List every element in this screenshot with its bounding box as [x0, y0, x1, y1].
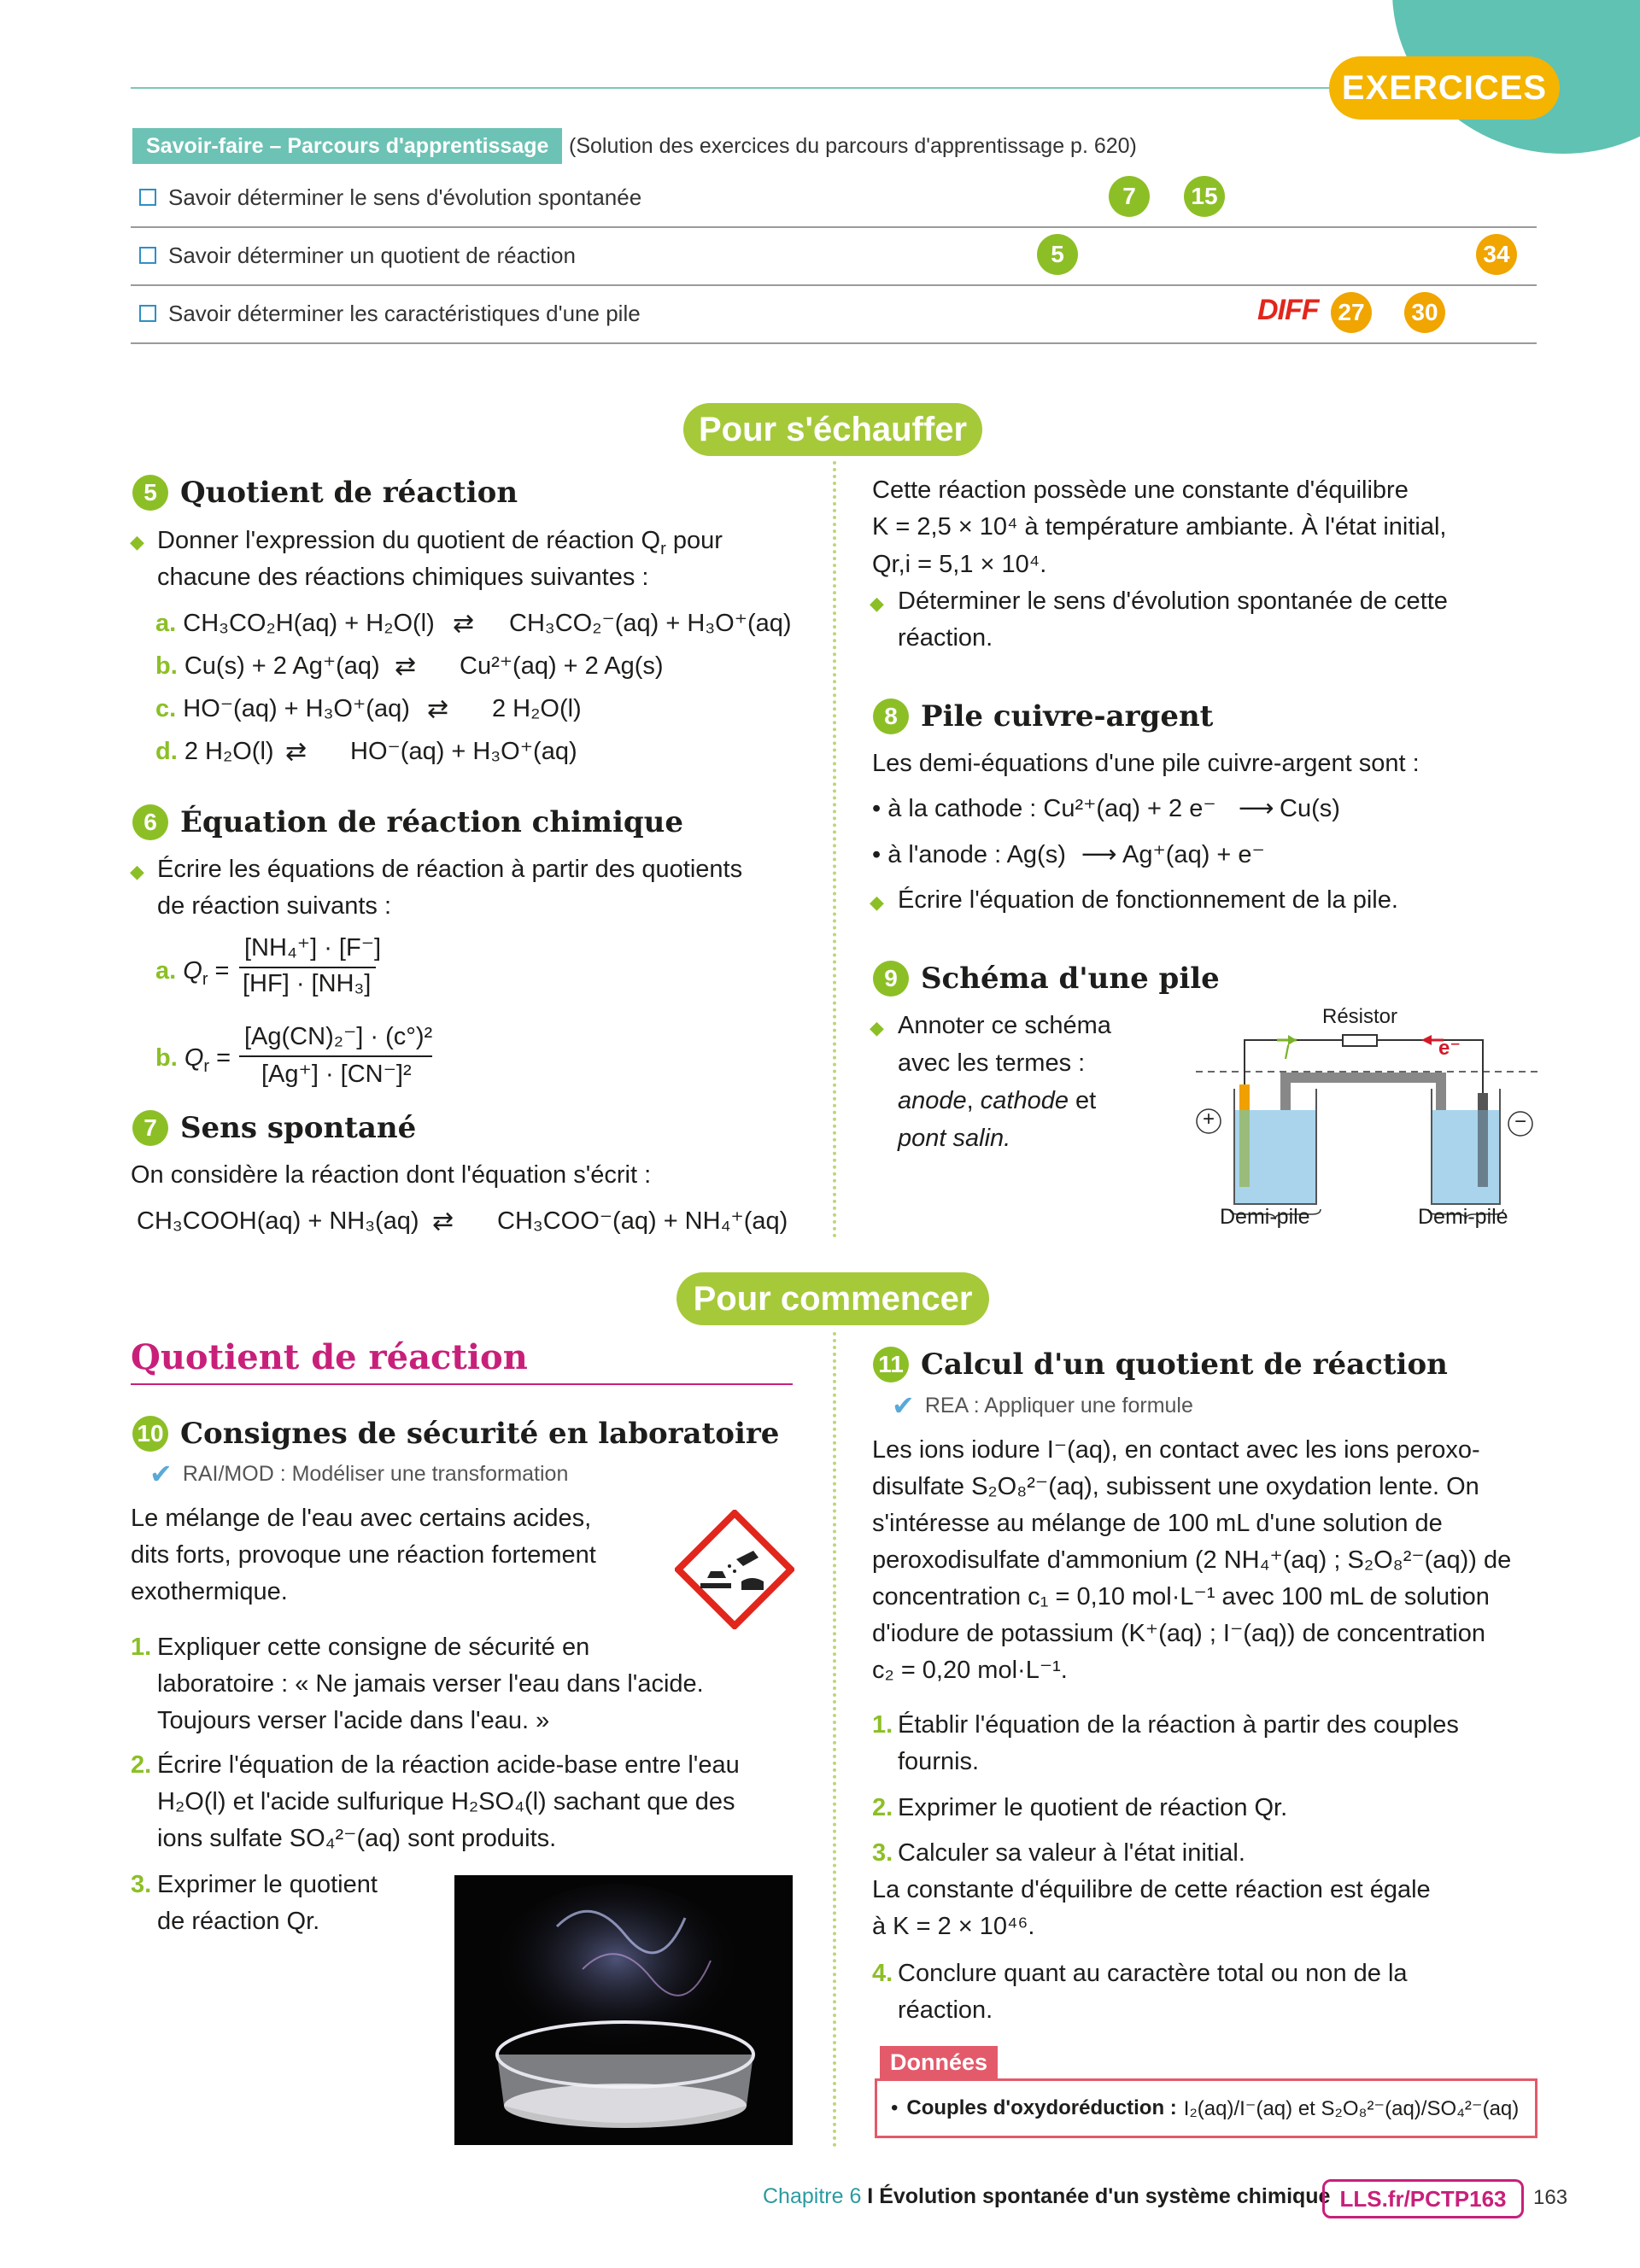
skill-label: Savoir déterminer un quotient de réaction	[168, 242, 576, 268]
question-text: laboratoire : « Ne jamais verser l'eau dans l'acide.	[157, 1670, 704, 1698]
question-text: Toujours verser l'acide dans l'eau. »	[157, 1707, 550, 1734]
donnees-label: Couples d'oxydoréduction :	[906, 2096, 1177, 2119]
diff-badge: DIFF	[1257, 294, 1319, 326]
section-title: Quotient de réaction	[131, 1337, 528, 1377]
instruction-text: Donner l'expression du quotient de réaction $Q_r$ pour	[157, 527, 723, 558]
donnees-value: I₂(aq)/I⁻(aq) et S₂O₈²⁻(aq)/SO₄²⁻(aq)	[1183, 2096, 1520, 2120]
question-text: Conclure quant au caractère total ou non de la	[898, 1960, 1408, 1987]
instruction-text: Déterminer le sens d'évolution spontanée de cette	[898, 587, 1448, 615]
arrow-right-icon: ⟶	[1081, 841, 1117, 868]
instruction-text: Annoter ce schéma	[898, 1012, 1111, 1039]
equilibrium-arrow-icon: ⇄	[432, 1207, 454, 1236]
text-line: K = 2,5 × 10⁴ à température ambiante. À l'état initial,	[872, 513, 1447, 541]
instruction-text: anode, cathode et	[898, 1087, 1097, 1114]
electron-label: e⁻	[1438, 1037, 1461, 1060]
cathode-half-equation: • à la cathode : Cu²⁺(aq) + 2 e⁻	[872, 795, 1216, 822]
exercise-9-header	[873, 961, 1220, 997]
exercise-number: 7	[132, 1110, 168, 1146]
footer-chapter: Chapitre 6 I Évolution spontanée d'un système chimique	[763, 2184, 1331, 2208]
skill-row	[131, 226, 1537, 286]
text-line: Les ions iodure I⁻(aq), en contact avec les ions peroxo-	[872, 1436, 1480, 1464]
question-text: Expliquer cette consigne de sécurité en	[157, 1634, 590, 1661]
text-line: d'iodure de potassium (K⁺(aq) ; I⁻(aq)) de concentration	[872, 1620, 1486, 1647]
exercise-title: Pile cuivre-argent	[921, 699, 1214, 734]
skill-note: ✔ REA : Appliquer une formule	[892, 1390, 1193, 1421]
text-line: peroxodisulfate d'ammonium (2 NH₄⁺(aq) ; S₂O₈²⁻(aq)) de	[872, 1546, 1512, 1574]
question-1: 1.	[872, 1711, 893, 1739]
exercise-10-header	[132, 1416, 779, 1452]
diamond-bullet-icon: ◆	[870, 1017, 884, 1038]
section-pill-warmup: Pour s'échauffer	[683, 403, 982, 456]
footer-link[interactable]: LLS.fr/PCTP163	[1322, 2179, 1524, 2218]
minus-terminal-label: −	[1514, 1110, 1526, 1133]
equation-a: a. CH₃CO₂H(aq) + H₂O(l)	[155, 610, 435, 637]
text-line: exothermique.	[131, 1578, 288, 1605]
skill-row	[131, 284, 1537, 344]
question-text: Exprimer le quotient	[157, 1871, 378, 1898]
exercise-6-header	[132, 804, 683, 840]
equilibrium-arrow-icon: ⇄	[453, 610, 475, 638]
donnees-tag: Données	[880, 2046, 998, 2078]
equation-b-products: Cu²⁺(aq) + 2 Ag(s)	[460, 652, 664, 680]
column-divider	[833, 461, 836, 1238]
savoir-faire-note: (Solution des exercices du parcours d'apprentissage p. 620)	[569, 134, 1137, 158]
fraction-a-label: a. $Q_r$ =	[155, 957, 230, 989]
resistor-symbol	[1343, 1035, 1377, 1046]
exercise-badge[interactable]: 15	[1184, 176, 1225, 217]
check-icon: ✔	[149, 1458, 173, 1489]
text-line: Qr,i = 5,1 × 10⁴.	[872, 551, 1047, 578]
text-line: concentration c₁ = 0,10 mol·L⁻¹ avec 100 mL de solution	[872, 1583, 1490, 1610]
exercise-number: 11	[873, 1347, 909, 1382]
question-text: Exprimer le quotient de réaction Qr.	[898, 1794, 1288, 1821]
half-cell-label: Demi-pile	[1220, 1205, 1310, 1229]
exercise-11-header	[873, 1347, 1448, 1382]
equilibrium-arrow-icon: ⇄	[285, 738, 308, 766]
intro-text: On considère la réaction dont l'équation s'écrit :	[131, 1161, 652, 1189]
question-2: 2.	[131, 1751, 152, 1779]
fraction-b-numerator: [Ag(CN)₂⁻] · (c°)²	[244, 1023, 433, 1050]
question-text: fournis.	[898, 1748, 980, 1775]
skill-row	[131, 168, 1537, 228]
fraction-b-label: b. $Q_r$ =	[155, 1044, 231, 1076]
question-4: 4.	[872, 1960, 893, 1987]
exercise-title: Calcul d'un quotient de réaction	[921, 1347, 1448, 1382]
question-text: Établir l'équation de la réaction à partir des couples	[898, 1711, 1459, 1739]
exercise-7-header	[132, 1110, 416, 1146]
instruction-text: avec les termes :	[898, 1049, 1086, 1077]
diamond-bullet-icon: ◆	[130, 531, 144, 552]
header-rule	[131, 87, 1335, 89]
electron-arrow-icon	[1421, 1035, 1432, 1045]
equilibrium-arrow-icon: ⇄	[427, 695, 449, 723]
savoir-faire-tag: Savoir-faire – Parcours d'apprentissage	[132, 128, 562, 164]
equation-b: b. Cu(s) + 2 Ag⁺(aq)	[155, 652, 380, 680]
instruction-text: Écrire l'équation de fonctionnement de la pile.	[898, 886, 1398, 914]
section-pill-start: Pour commencer	[676, 1272, 989, 1325]
resistor-label: Résistor	[1322, 1005, 1398, 1028]
question-text: ions sulfate SO₄²⁻(aq) sont produits.	[157, 1825, 557, 1852]
equilibrium-arrow-icon: ⇄	[395, 652, 417, 681]
exercise-title: Sens spontané	[180, 1111, 417, 1145]
exercise-number: 5	[132, 475, 168, 511]
exercise-number: 8	[873, 699, 909, 734]
text-line: La constante d'équilibre de cette réaction est égale	[872, 1876, 1431, 1903]
equation-c: c. HO⁻(aq) + H₃O⁺(aq)	[155, 695, 410, 722]
equation-reactants: CH₃COOH(aq) + NH₃(aq)	[137, 1207, 419, 1235]
equation-c-products: 2 H₂O(l)	[492, 695, 582, 722]
instruction-text: pont salin.	[898, 1125, 1011, 1152]
intro-text: Les demi-équations d'une pile cuivre-argent sont :	[872, 750, 1420, 777]
checkbox-icon	[139, 247, 156, 264]
donnees-box: • Couples d'oxydoréduction : I₂(aq)/I⁻(aq) et S₂O₈²⁻(aq)/SO₄²⁻(aq)	[875, 2078, 1538, 2138]
text-line: c₂ = 0,20 mol·L⁻¹.	[872, 1657, 1068, 1684]
fraction-bar	[239, 967, 376, 968]
skill-note: ✔ RAI/MOD : Modéliser une transformation	[149, 1458, 569, 1489]
exercise-8-header	[873, 699, 1213, 734]
plus-terminal-label: +	[1202, 1108, 1215, 1131]
instruction-text: réaction.	[898, 624, 993, 652]
fraction-bar	[239, 1055, 432, 1057]
text-line: s'intéresse au mélange de 100 mL d'une solution de	[872, 1510, 1443, 1537]
current-label: I	[1284, 1041, 1290, 1064]
equation-d-products: HO⁻(aq) + H₃O⁺(aq)	[350, 738, 577, 765]
fraction-a-numerator: [NH₄⁺] · [F⁻]	[244, 934, 382, 962]
exercise-title: Équation de réaction chimique	[180, 805, 684, 839]
exercise-badge[interactable]: 7	[1109, 176, 1150, 217]
text-line: dits forts, provoque une réaction fortement	[131, 1541, 596, 1569]
exercise-title: Consignes de sécurité en laboratoire	[180, 1417, 780, 1451]
checkbox-icon	[139, 189, 156, 206]
question-text: Calculer sa valeur à l'état initial.	[898, 1839, 1245, 1867]
half-cell-label: Demi-pile	[1418, 1205, 1508, 1229]
diamond-bullet-icon: ◆	[870, 593, 884, 614]
exercise-number: 10	[132, 1416, 168, 1452]
question-text: réaction.	[898, 1996, 993, 2024]
electrochemical-cell-diagram	[1187, 999, 1546, 1238]
question-text: H₂O(l) et l'acide sulfurique H₂SO₄(l) sachant que des	[157, 1788, 735, 1815]
corrosive-hazard-icon	[675, 1510, 794, 1629]
exercise-number: 6	[132, 804, 168, 840]
exercise-badge[interactable]: 30	[1404, 292, 1445, 333]
equation-products: CH₃COO⁻(aq) + NH₄⁺(aq)	[497, 1207, 788, 1235]
skill-label: Savoir déterminer les caractéristiques d'une pile	[168, 300, 641, 326]
page-number: 163	[1533, 2186, 1568, 2209]
exercise-5-header	[132, 475, 518, 511]
instruction-text: Écrire les équations de réaction à partir des quotients	[157, 856, 743, 883]
text-line: Le mélange de l'eau avec certains acides,	[131, 1505, 592, 1532]
skill-label: Savoir déterminer le sens d'évolution spontanée	[168, 184, 642, 210]
exercise-badge[interactable]: 5	[1037, 234, 1078, 275]
instruction-text: de réaction suivants :	[157, 892, 392, 920]
text-line: Cette réaction possède une constante d'équilibre	[872, 476, 1409, 504]
section-rule	[131, 1383, 793, 1385]
check-icon: ✔	[892, 1390, 915, 1421]
exercise-badge[interactable]: 34	[1476, 234, 1517, 275]
diamond-bullet-icon: ◆	[130, 861, 144, 882]
instruction-text: chacune des réactions chimiques suivantes :	[157, 564, 649, 591]
exercise-title: Schéma d'une pile	[921, 962, 1220, 996]
exercise-title: Quotient de réaction	[180, 476, 518, 510]
fraction-a-denominator: [HF] · [NH₃]	[243, 970, 372, 997]
question-1: 1.	[131, 1634, 152, 1661]
arrow-right-icon: ⟶	[1239, 795, 1274, 822]
anode-half-equation: • à l'anode : Ag(s)	[872, 841, 1066, 868]
exercise-number: 9	[873, 961, 909, 997]
text-line: disulfate S₂O₈²⁻(aq), subissent une oxydation lente. On	[872, 1473, 1479, 1500]
question-text: de réaction Qr.	[157, 1908, 320, 1935]
section-tag-exercices: EXERCICES	[1329, 56, 1560, 120]
acid-dilution-photo	[454, 1875, 793, 2145]
fraction-b-denominator: [Ag⁺] · [CN⁻]²	[261, 1061, 412, 1088]
equation-a-products: CH₃CO₂⁻(aq) + H₃O⁺(aq)	[509, 610, 792, 637]
question-text: Écrire l'équation de la réaction acide-base entre l'eau	[157, 1751, 740, 1779]
checkbox-icon	[139, 305, 156, 322]
cathode-product: Cu(s)	[1280, 795, 1340, 822]
equation-d: d. 2 H₂O(l)	[155, 738, 274, 765]
diamond-bullet-icon: ◆	[870, 891, 884, 913]
question-3: 3.	[872, 1839, 893, 1867]
text-line: à K = 2 × 10⁴⁶.	[872, 1913, 1035, 1940]
question-3: 3.	[131, 1871, 152, 1898]
anode-product: Ag⁺(aq) + e⁻	[1122, 841, 1265, 868]
exercise-badge[interactable]: 27	[1331, 292, 1372, 333]
column-divider	[833, 1332, 836, 2148]
question-2: 2.	[872, 1794, 893, 1821]
